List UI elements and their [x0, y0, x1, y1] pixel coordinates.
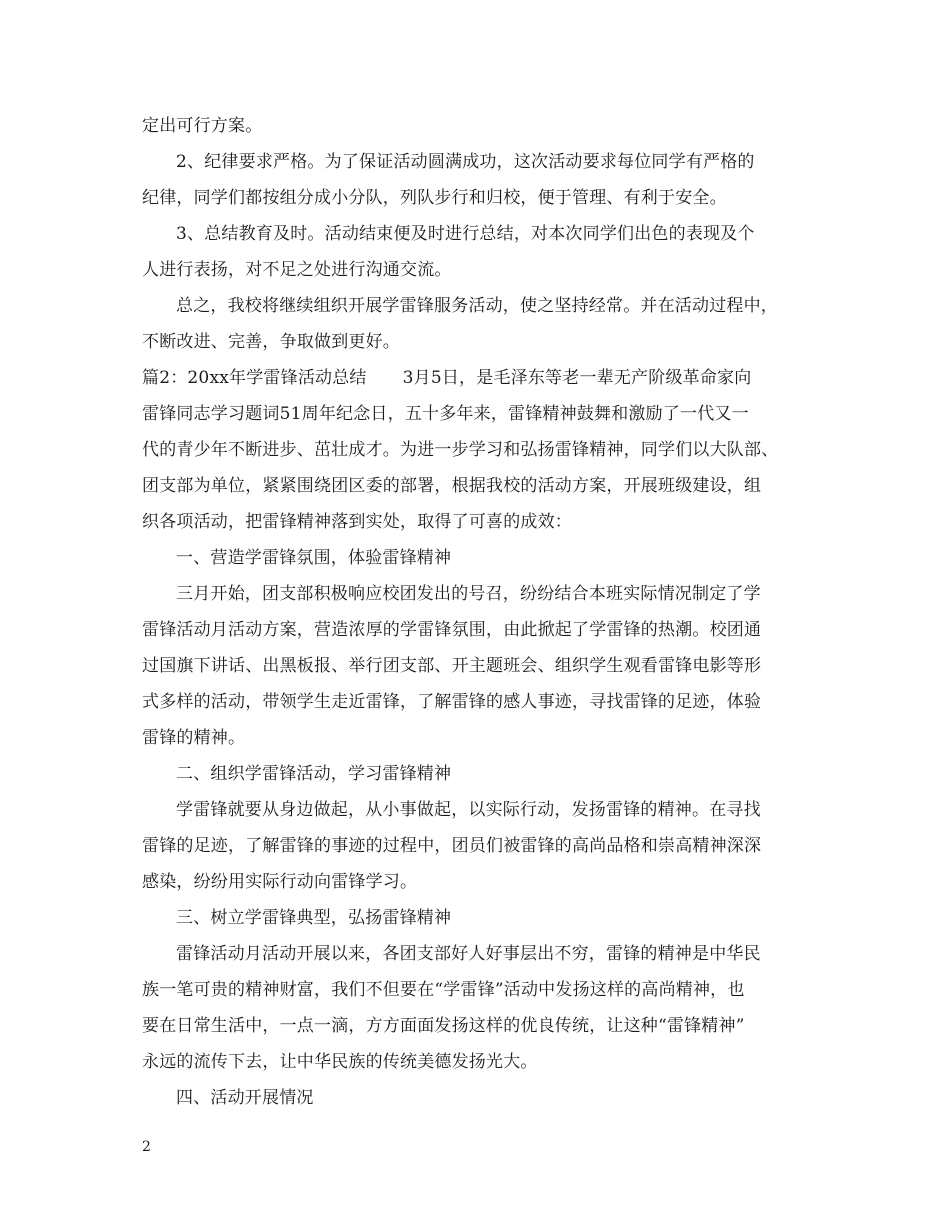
text-line: [142, 576, 810, 612]
text-line-content: 学雷锋就要从身边做起，从小事做起，以实际行动，发扬雷锋的精神。在寻找: [176, 800, 761, 820]
text-line-content: 篇2：20xx年学雷锋活动总结: [142, 368, 367, 388]
text-line: [142, 648, 810, 684]
text-line: [142, 108, 810, 144]
text-line-content: 雷锋同志学习题词51周年纪念日，五十多年来，雷锋精神鼓舞和激励了一代又一: [142, 404, 749, 424]
text-line: [142, 540, 810, 576]
text-line-content: 四、活动开展情况: [176, 1088, 314, 1108]
text-line-content: 过国旗下讲话、出黑板报、举行团支部、开主题班会、组织学生观看雷锋电影等形: [142, 656, 762, 676]
text-line-content: 定出可行方案。: [142, 116, 263, 136]
text-line: [142, 936, 810, 972]
document-body: [142, 108, 810, 1116]
page-number: 2: [142, 1139, 151, 1155]
text-line-content: 二、组织学雷锋活动，学习雷锋精神: [176, 764, 452, 784]
text-line: [142, 396, 810, 432]
text-line: [142, 792, 810, 828]
text-line-content: 不断改进、完善，争取做到更好。: [142, 332, 400, 352]
text-line: [142, 972, 810, 1008]
text-line-content: 织各项活动，把雷锋精神落到实处，取得了可喜的成效：: [142, 512, 572, 532]
text-line-content: 人进行表扬，对不足之处进行沟通交流。: [142, 260, 452, 280]
text-line-content: 要在日常生活中，一点一滴，方方面面发扬这样的优良传统，让这种“雷锋精神”: [142, 1016, 745, 1036]
text-line-content: 感染，纷纷用实际行动向雷锋学习。: [142, 872, 418, 892]
text-line: [142, 360, 810, 396]
text-line: [142, 684, 810, 720]
text-line-content: 3、总结教育及时。活动结束便及时进行总结，对本次同学们出色的表现及个: [176, 224, 755, 244]
text-line-content: 总之，我校将继续组织开展学雷锋服务活动，使之坚持经常。并在活动过程中，: [176, 296, 778, 316]
text-line: [142, 144, 810, 180]
text-line-content: 团支部为单位，紧紧围绕团区委的部署，根据我校的活动方案，开展班级建设，组: [142, 476, 762, 496]
text-line-content: 族一笔可贵的精神财富，我们不但要在“学雷锋”活动中发扬这样的高尚精神，也: [142, 980, 745, 1000]
text-line-content: 三、树立学雷锋典型，弘扬雷锋精神: [176, 908, 452, 928]
text-line: [142, 900, 810, 936]
text-line: [142, 720, 810, 756]
text-line: [142, 1008, 810, 1044]
text-line: [142, 468, 810, 504]
text-line: [142, 324, 810, 360]
text-line-content: 雷锋活动月活动方案，营造浓厚的学雷锋氛围，由此掀起了学雷锋的热潮。校团通: [142, 620, 762, 640]
text-line: [142, 504, 810, 540]
text-line: [142, 612, 810, 648]
text-line-content: 永远的流传下去，让中华民族的传统美德发扬光大。: [142, 1052, 538, 1072]
text-line: [142, 1080, 810, 1116]
text-line: [142, 252, 810, 288]
text-line-content: 纪律，同学们都按组分成小分队，列队步行和归校，便于管理、有利于安全。: [142, 188, 727, 208]
text-line: [142, 216, 810, 252]
text-line-content: 雷锋的精神。: [142, 728, 246, 748]
text-line: [142, 180, 810, 216]
text-line-content: 雷锋的足迹，了解雷锋的事迹的过程中，团员们被雷锋的高尚品格和崇高精神深深: [142, 836, 762, 856]
text-line: [142, 1044, 810, 1080]
text-line-content: 雷锋活动月活动开展以来，各团支部好人好事层出不穷，雷锋的精神是中华民: [176, 944, 761, 964]
text-line-content: 三月开始，团支部积极响应校团发出的号召，纷纷结合本班实际情况制定了学: [176, 584, 761, 604]
text-line: [142, 828, 810, 864]
text-line-content: 2、纪律要求严格。为了保证活动圆满成功，这次活动要求每位同学有严格的: [176, 152, 755, 172]
text-line: [142, 288, 810, 324]
text-line-content: 式多样的活动，带领学生走近雷锋，了解雷锋的感人事迹，寻找雷锋的足迹，体验: [142, 692, 762, 712]
text-line: [142, 432, 810, 468]
text-line: [142, 756, 810, 792]
text-line-content: 代的青少年不断进步、茁壮成才。为进一步学习和弘扬雷锋精神，同学们以大队部、: [142, 440, 779, 460]
text-line-content: 一、营造学雷锋氛围，体验雷锋精神: [176, 548, 452, 568]
text-line: [142, 864, 810, 900]
text-line-tail: 3月5日，是毛泽东等老一辈无产阶级革命家向: [402, 368, 752, 388]
